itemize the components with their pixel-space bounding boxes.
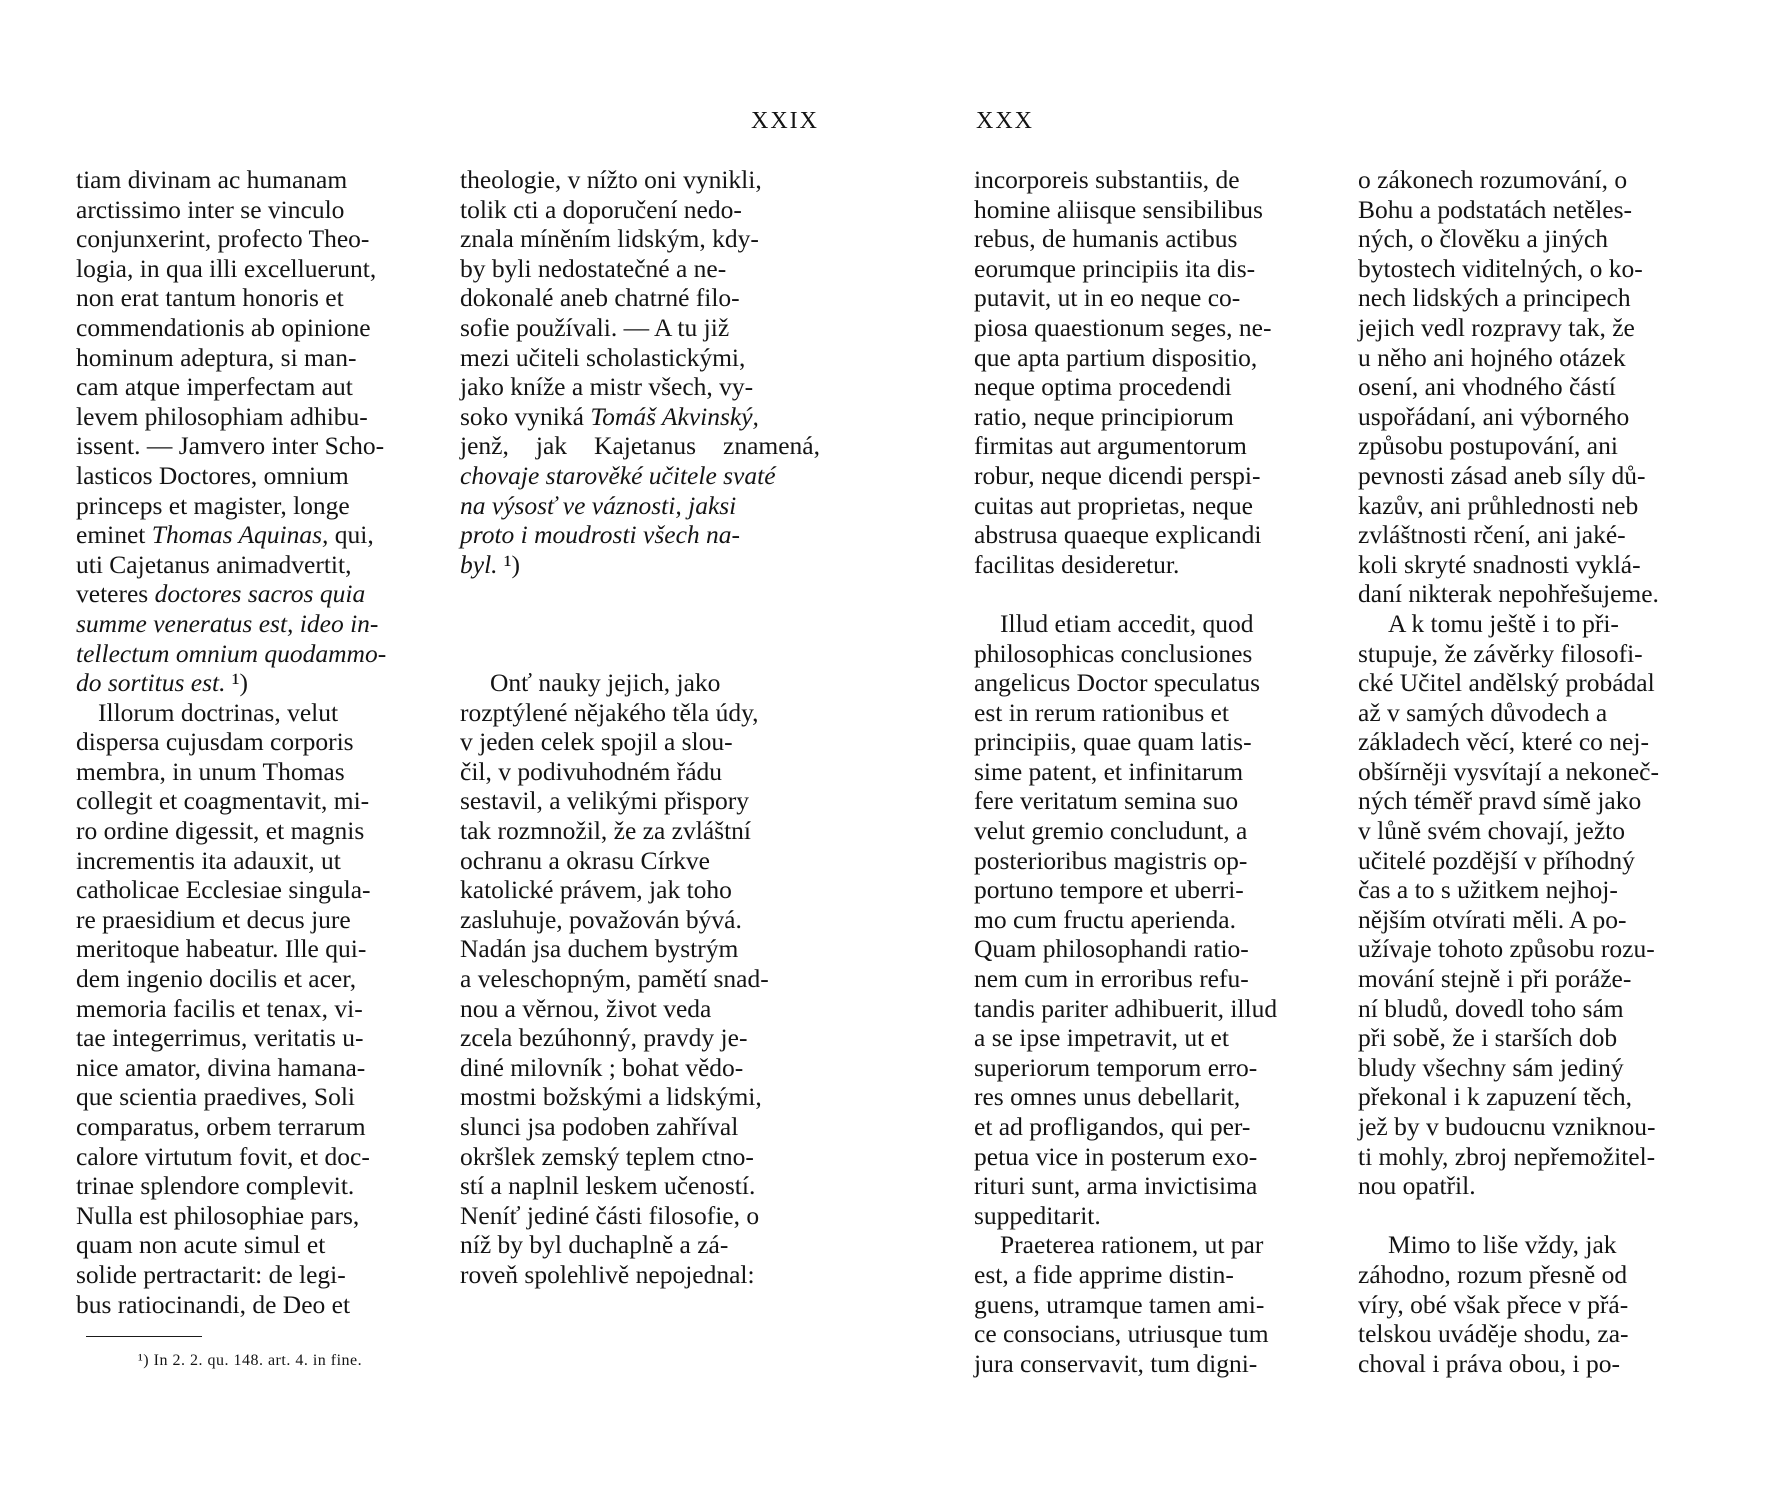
- right-latin-paragraph-3: Praeterea rationem, ut par est, a fide apprime distin- guens, utramque tamen ami- ce consocians, utriusque tum jura conservavit, tum digni-: [974, 1230, 1269, 1378]
- footnote-ref: ¹): [503, 549, 521, 579]
- left-czech-column: [460, 165, 820, 1290]
- right-latin-column: [974, 165, 1332, 1378]
- right-latin-paragraph-2: Illud etiam accedit, quod philosophicas conclusiones angelicus Doctor speculatus est in rerum rationibus et principiis, quae quam latis- sime patent, et infinitarum fere veritatum semina suo velut gremio concludunt, a posterioribus magistris op- portuno tempore et uberri- mo cum fructu aperienda. Quam philosophandi ratio- nem cum in erroribus refu- tandis pariter adhibuerit, illud a se ipse impetravit, ut et superiorum temporum erro- res omnes unus debellarit, et ad profligandos, qui per- petua vice in posterum exo- rituri sunt, arma invictisima suppeditarit.: [974, 608, 1278, 1230]
- spacer: [974, 579, 1332, 609]
- left-latin-name: Thomas Aquinas,: [151, 520, 329, 550]
- left-latin-paragraph-1: tiam divinam ac humanam arctissimo inter se vinculo conjunxerint, profecto Theo- logia, in qua illi excelluerunt, non erat tantum honoris et commendationis ab opinione hominum adeptura, si man- cam atque imperfectam aut levem philosophiam adhibu- issent. — Jamvero inter Scho- lasticos Doctores, omnium princeps et magister, longe eminet Thomas Aquinas, qui, uti Cajetanus animadvertit, veteres doctores sacros quia summe veneratus est, ideo in- tellectum omnium quodammo- do sortitus est. ¹): [76, 165, 387, 698]
- footnote-rule: [86, 1336, 202, 1337]
- left-latin-paragraph-2: Illorum doctrinas, velut dispersa cujusdam corporis membra, in unum Thomas collegit et coagmentavit, mi- ro ordine digessit, et magnis incrementis ita adauxit, ut catholicae Ecclesiae singula- re praesidium et decus jure meritoque habeatur. Ille qui- dem ingenio docilis et acer, memoria facilis et tenax, vi- tae integerrimus, veritatis u- nice amator, divina hamana- que scientia praedives, Soli comparatus, orbem terrarum calore virtutum fovit, et doc- trinae splendore complevit. Nulla est philosophiae pars, quam non acute simul et solide pertractarit: de legi- bus ratiocinandi, de Deo et: [76, 697, 371, 1319]
- left-latin-quote: doctores sacros quia summe veneratus est, ideo in- tellectum omnium quodammo- do sortitus est.: [76, 579, 387, 698]
- left-latin-column: [76, 165, 434, 1319]
- spacer: [460, 639, 820, 669]
- page-number-right: XXX: [976, 108, 1034, 134]
- right-latin-paragraph-1: incorporeis substantiis, de homine aliisque sensibilibus rebus, de humanis actibus eorumque principiis ita dis- putavit, ut in eo neque co- piosa quaestionum seges, ne- que apta partium dispositio, neque optima procedendi ratio, neque principiorum firmitas aut argumentorum robur, neque dicendi perspi- cuitas aut proprietas, neque abstrusa quaeque explicandi facilitas desideretur.: [974, 165, 1272, 579]
- left-czech-paragraph-2: Onť nauky jejich, jako rozptýlené nějakého těla údy, v jeden celek spojil a slou- čil, v podivuhodném řádu sestavil, a velikými přispory tak rozmnožil, že za zvláštní ochranu a okrasu Církve katolické právem, jak toho zasluhuje, považován bývá. Nadán jsa duchem bystrým a veleschopným, pamětí snad- nou a věrnou, život veda zcela bezúhonný, pravdy je- diné milovník ; bohat vědo- mostmi božskými a lidskými, slunci jsa podoben zahříval okršlek zemský teplem ctno- stí a naplnil leskem učeností. Neníť jediné části filosofie, o níž by byl duchaplně a zá- roveň spolehlivě nepojednal:: [460, 668, 769, 1289]
- left-czech-paragraph-1: theologie, v nížto oni vynikli, tolik cti a doporučení nedo- znala míněním lidským, kdy- by byli nedostatečné a ne- dokonalé aneb chatrné filo- sofie používali. — A tu již mezi učiteli scholastickými, jako kníže a mistr všech, vy- soko vyniká Tomáš Akvinský, jenž, jak Kajetanus znamená, chovaje starověké učitele svaté na výsosť ve váznosti, jaksi proto i moudrosti všech na- byl. ¹): [460, 165, 820, 579]
- right-czech-column: [1358, 165, 1718, 1378]
- spacer: [1358, 1201, 1718, 1231]
- left-czech-name: Tomáš Akvinský,: [590, 401, 759, 431]
- footnote-ref: ¹): [231, 668, 248, 698]
- right-czech-paragraph-2: A k tomu ještě i to při- stupuje, že závěrky filosofi- cké Učitel andělský probádal až v samých důvodech a základech věcí, které co nej- obšírněji vysvítají a nekoneč- ných téměř pravd símě jako v lůně svém chovají, ježto učitelé pozdější v příhodný čas a to s užitkem nejhoj- nějším otvírati měli. A po- užívaje tohoto způsobu rozu- mování stejně i při poráže- ní bludů, dovedl toho sám při sobě, že i starších dob bludy všechny sám jediný překonal i k zapuzení těch, jež by v budoucnu vzniknou- ti mohly, zbroj nepřemožitel- nou opatřil.: [1358, 608, 1659, 1201]
- spacer: [460, 609, 820, 639]
- right-czech-paragraph-1: o zákonech rozumování, o Bohu a podstatách netěles- ných, o člověku a jiných bytostech viditelných, o ko- nech lidských a principech jejich vedl rozpravy tak, že u něho ani hojného otázek osení, ani vhodného částí uspořádaní, ani výborného způsobu postupování, ani pevnosti zásad aneb síly dů- kazův, ani průhlednosti neb zvláštnosti rčení, ani jaké- koli skryté snadnosti vyklá- daní nikterak nepohřešujeme.: [1358, 165, 1659, 609]
- footnote: ¹) In 2. 2. qu. 148. art. 4. in fine.: [138, 1352, 363, 1369]
- page-number-left: XXIX: [751, 108, 819, 134]
- spacer: [460, 579, 820, 609]
- left-czech-quote: chovaje starověké učitele svaté na výsosť ve váznosti, jaksi proto i moudrosti všech na- byl.: [460, 460, 776, 579]
- right-czech-paragraph-3: Mimo to liše vždy, jak záhodno, rozum přesně od víry, obé však přece v přá- telskou uváděje shodu, za- choval i práva obou, i po-: [1358, 1230, 1629, 1378]
